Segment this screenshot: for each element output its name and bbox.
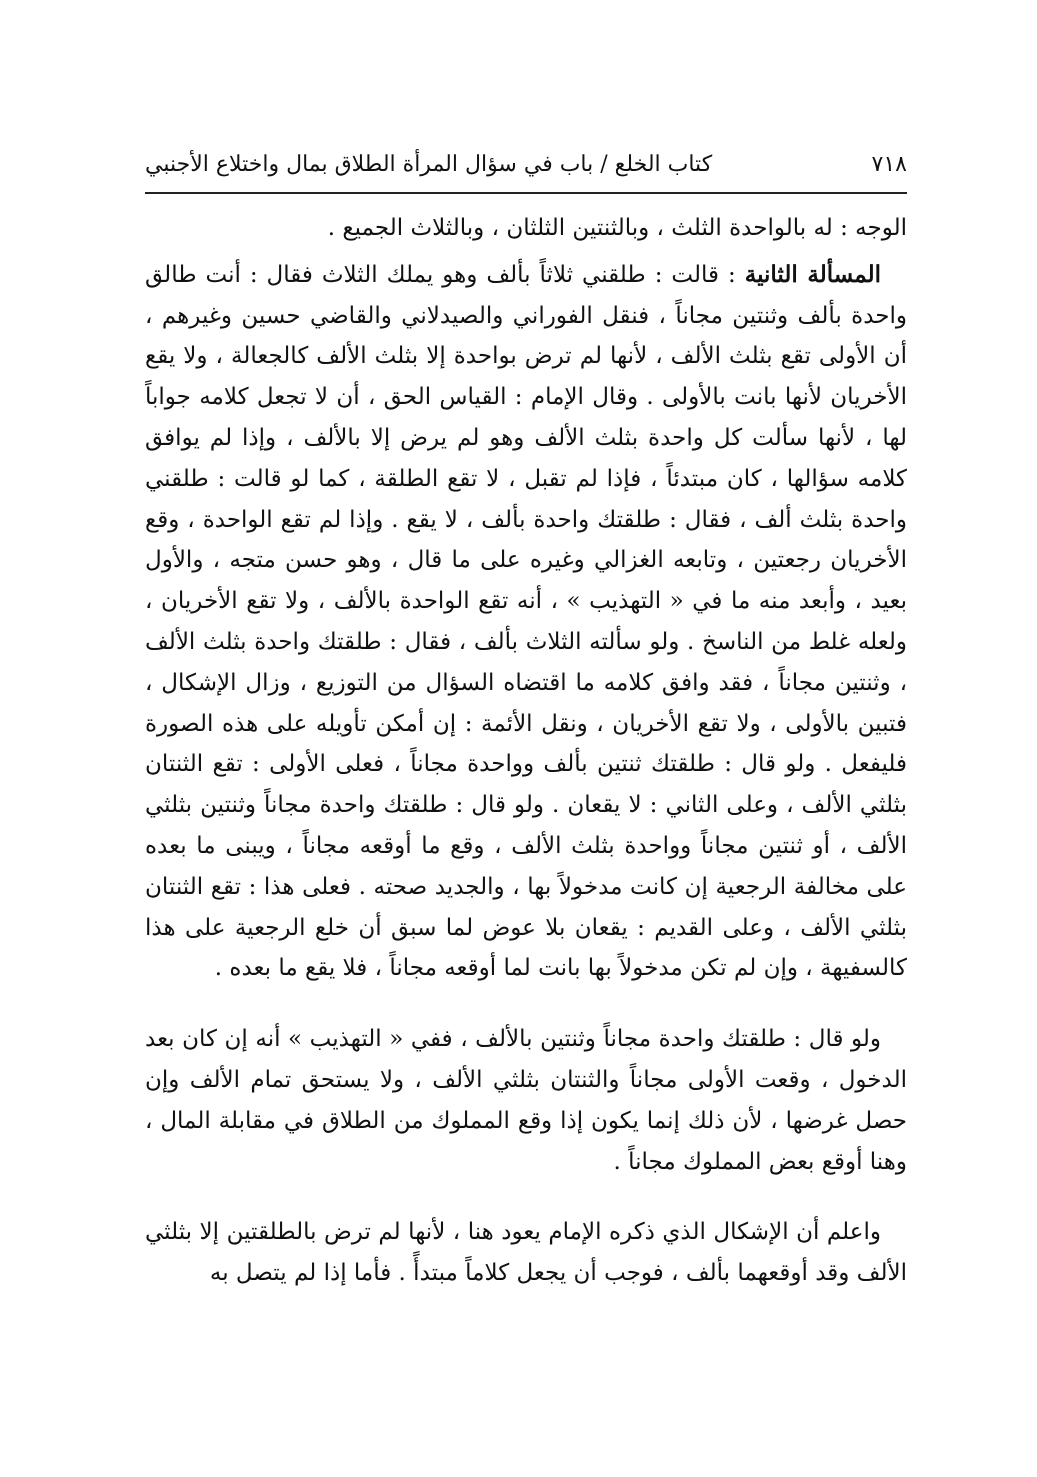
paragraph-text: ولو قال : طلقتك واحدة مجاناً وثنتين بالألف ، ففي « التهذيب » أنه إن كان بعد الدخول ، وقعت الأولى مجاناً والثنتان بثلثي الألف ، ولا يستحق تمام الألف وإن حصل غرضها ، لأن ذلك إنما يكون إذا وقع المملوك من الطلاق في مقابلة المال ، وهنا أوقع بعض المملوك مجاناً . [145, 1026, 907, 1175]
paragraph-know-that [145, 1212, 907, 1294]
issue-heading: المسألة الثانية [744, 260, 881, 288]
paragraph-text: واعلم أن الإشكال الذي ذكره الإمام يعود هنا ، لأنها لم ترض بالطلقتين إلا بثلثي الألف وقد أوقعهما بألف ، فوجب أن يجعل كلاماً مبتدأً . فأما إذا لم يتصل به [145, 1219, 907, 1287]
paragraph-second-issue [145, 255, 907, 989]
chapter-title: كتاب الخلع / باب في سؤال المرأة الطلاق بمال واختلاع الأجنبي [145, 152, 713, 177]
page-number: ٧١٨ [871, 152, 907, 177]
paragraph-text: الوجه : له بالواحدة الثلث ، وبالثنتين الثلثان ، وبالثلاث الجميع . [327, 215, 907, 241]
body-text [145, 208, 907, 1294]
paragraph-free-divorce [145, 1019, 907, 1182]
paragraph-text: : قالت : طلقني ثلاثاً بألف وهو يملك الثلاث فقال : أنت طالق واحدة بألف وثنتين مجاناً ، فنقل الفوراني والصيدلاني والقاضي حسين وغيرهم ، أن الأولى تقع بثلث الألف ، لأنها لم ترض بواحدة إلا بثلث الألف كالجعالة ، ولا يقع الأخريان لأنها بانت بالأولى . وقال الإمام : القياس الحق ، أن لا تجعل كلامه جواباً لها ، لأنها سألت كل واحدة بثلث الألف وهو لم يرض إلا بالألف ، وإذا لم يوافق كلامه سؤالها ، كان مبتدئاً ، فإذا لم تقبل ، لا تقع الطلقة ، كما لو قالت : طلقني واحدة بثلث ألف ، فقال : طلقتك واحدة بألف ، لا يقع . وإذا لم تقع الواحدة ، وقع الأخريان رجعتين ، وتابعه الغزالي وغيره على ما قال ، وهو حسن متجه ، والأول بعيد ، وأبعد منه ما في « التهذيب » ، أنه تقع الواحدة بالألف ، ولا تقع الأخريان ، ولعله غلط من الناسخ . ولو سألته الثلاث بألف ، فقال : طلقتك واحدة بثلث الألف ، وثنتين مجاناً ، فقد وافق كلامه ما اقتضاه السؤال من التوزيع ، وزال الإشكال ، فتبين بالأولى ، ولا تقع الأخريان ، ونقل الأئمة : إن أمكن تأويله على هذه الصورة فليفعل . ولو قال : طلقتك ثنتين بألف وواحدة مجاناً ، فعلى الأولى : تقع الثنتان بثلثي الألف ، وعلى الثاني : لا يقعان . ولو قال : طلقتك واحدة مجاناً وثنتين بثلثي الألف ، أو ثنتين مجاناً وواحدة بثلث الألف ، وقع ما أوقعه مجاناً ، ويبنى ما بعده على مخالفة الرجعية إن كانت مدخولاً بها ، والجديد صحته . فعلى هذا : تقع الثنتان بثلثي الألف ، وعلى القديم : يقعان بلا عوض لما سبق أن خلع الرجعية على هذا كالسفيهة ، وإن لم تكن مدخولاً بها بانت لما أوقعه مجاناً ، فلا يقع ما بعده . [145, 261, 907, 982]
paragraph-aspect [145, 208, 907, 249]
running-header [145, 148, 907, 194]
